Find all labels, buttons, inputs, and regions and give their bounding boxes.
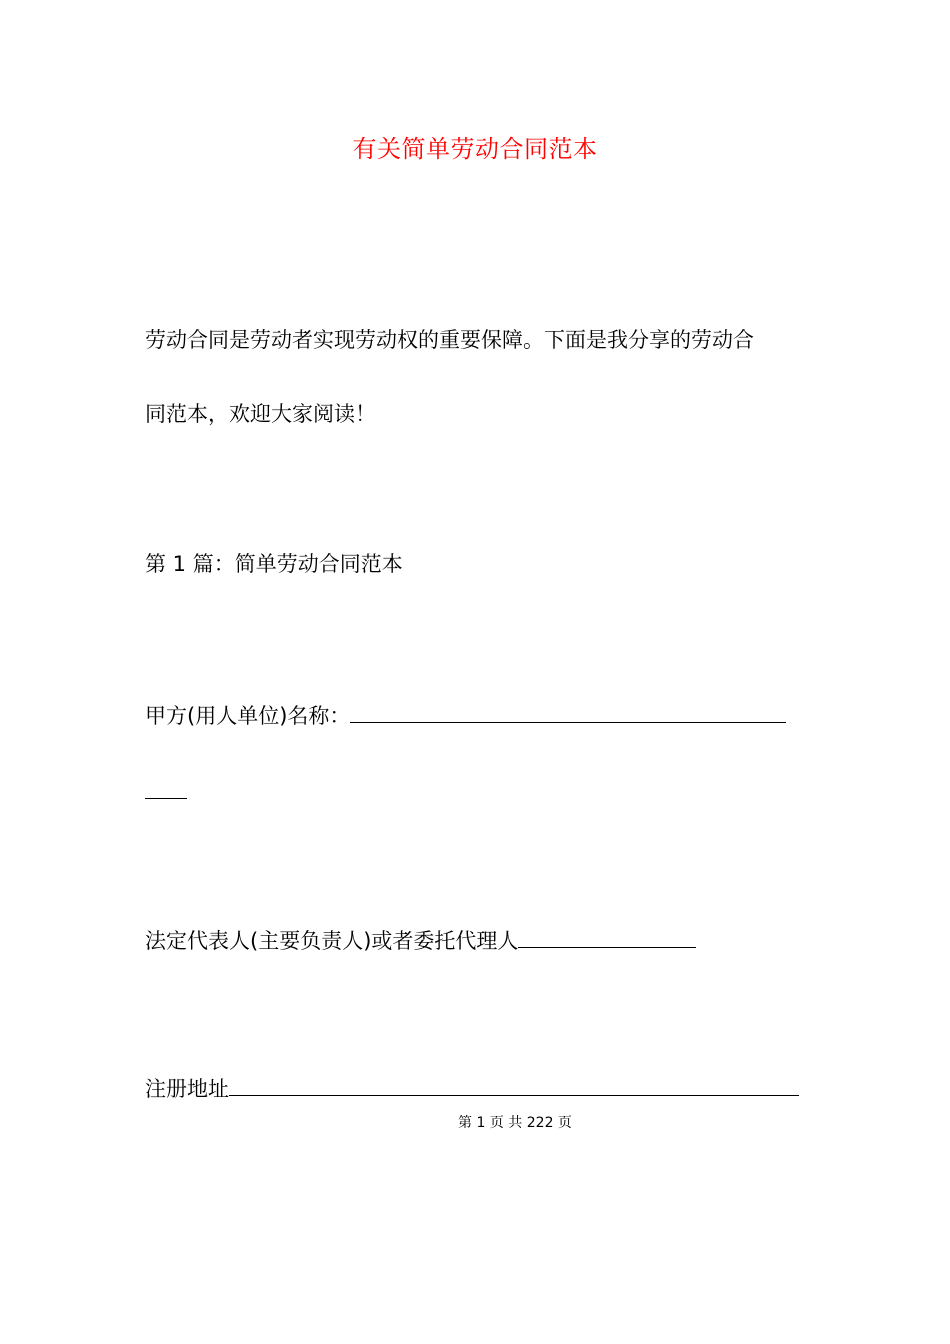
intro-paragraph-line-1: 劳动合同是劳动者实现劳动权的重要保障。下面是我分享的劳动合 xyxy=(145,328,754,352)
address-blank xyxy=(229,1073,799,1096)
representative-field xyxy=(145,925,696,955)
page-indicator: 第 1 页 共 222 页 xyxy=(458,1115,572,1131)
document-title: 有关简单劳动合同范本 xyxy=(352,135,598,163)
intro-paragraph-line-2: 同范本，欢迎大家阅读！ xyxy=(145,402,376,426)
representative-label: 法定代表人(主要负责人)或者委托代理人 xyxy=(145,929,519,953)
employer-name-blank xyxy=(350,700,786,723)
employer-name-blank-continued xyxy=(145,798,187,799)
employer-name-label: 甲方(用人单位)名称： xyxy=(145,704,351,728)
employer-name-field xyxy=(145,700,786,730)
address-label: 注册地址 xyxy=(145,1077,229,1101)
section-heading: 第 1 篇：简单劳动合同范本 xyxy=(145,552,403,576)
representative-blank xyxy=(518,925,696,948)
address-field xyxy=(145,1073,799,1103)
